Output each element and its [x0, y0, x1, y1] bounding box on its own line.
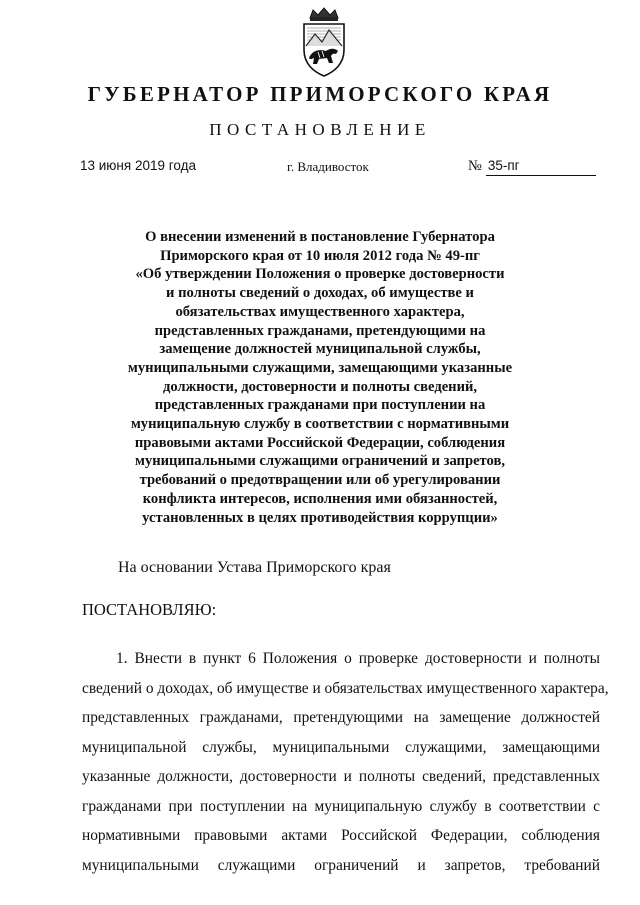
title-line: установленных в целях противодействия коррупции»: [142, 509, 498, 526]
governor-title: ГУБЕРНАТОР ПРИМОРСКОГО КРАЯ: [87, 82, 553, 106]
body-line: представленных гражданами, претендующими на замещение должностей: [82, 709, 600, 726]
number-value: 35-пг: [487, 158, 520, 173]
body-line: гражданами при поступлении на муниципальную службу в соответствии с: [82, 797, 600, 815]
number-sign: №: [468, 158, 482, 174]
title-line: и полноты сведений о доходах, об имуществе и: [166, 285, 474, 302]
legal-basis-text: На основании Устава Приморского края: [118, 559, 391, 576]
document-subject-title: [120, 228, 520, 527]
title-line: О внесении изменений в постановление Губернатора: [145, 229, 495, 245]
title-line: представленных гражданами при поступлении на: [154, 397, 486, 414]
primorsky-krai-coat-of-arms-icon: [298, 6, 350, 78]
title-line: представленных гражданами, претендующими на: [154, 322, 486, 339]
body-line: сведений о доходах, об имуществе и обязательствах имущественного характера,: [82, 679, 609, 697]
number-underline: [486, 175, 596, 176]
title-line: муниципальную службу в соответствии с нормативными: [130, 416, 510, 433]
body-line: муниципальными служащими ограничений и запретов, требований: [82, 856, 600, 874]
title-line: правовыми актами Российской Федерации, соблюдения: [134, 434, 506, 451]
document-date: 13 июня 2019 года: [80, 158, 196, 173]
title-line: Приморского края от 10 июля 2012 года № 49-пг: [160, 247, 480, 264]
body-line: 1. Внести в пункт 6 Положения о проверке достоверности и полноты: [116, 650, 600, 667]
body-line: указанные должности, достоверности и полноты сведений, представленных: [82, 768, 600, 785]
paragraph-1: [82, 644, 609, 880]
title-line: «Об утверждении Положения о проверке достоверности: [135, 266, 505, 283]
resolve-heading: ПОСТАНОВЛЯЮ:: [82, 600, 217, 619]
document-type-title: ПОСТАНОВЛЕНИЕ: [209, 120, 431, 139]
title-line: обязательствах имущественного характера,: [175, 303, 465, 320]
title-line: муниципальными служащими, замещающими указанные: [127, 359, 513, 376]
title-line: требований о предотвращении или об урегулировании: [139, 472, 501, 489]
title-line: замещение должностей муниципальной службы,: [159, 341, 481, 358]
document-number: [468, 157, 596, 175]
title-line: должности, достоверности и полноты сведений,: [162, 378, 478, 395]
title-line: муниципальными служащими ограничений и запретов,: [135, 453, 505, 470]
title-line: конфликта интересов, исполнения ими обязанностей,: [142, 490, 498, 507]
document-city: г. Владивосток: [287, 159, 369, 174]
body-line: нормативными правовыми актами Российской Федерации, соблюдения: [82, 827, 600, 844]
body-line: муниципальной службы, муниципальными служащими, замещающими: [82, 738, 600, 756]
